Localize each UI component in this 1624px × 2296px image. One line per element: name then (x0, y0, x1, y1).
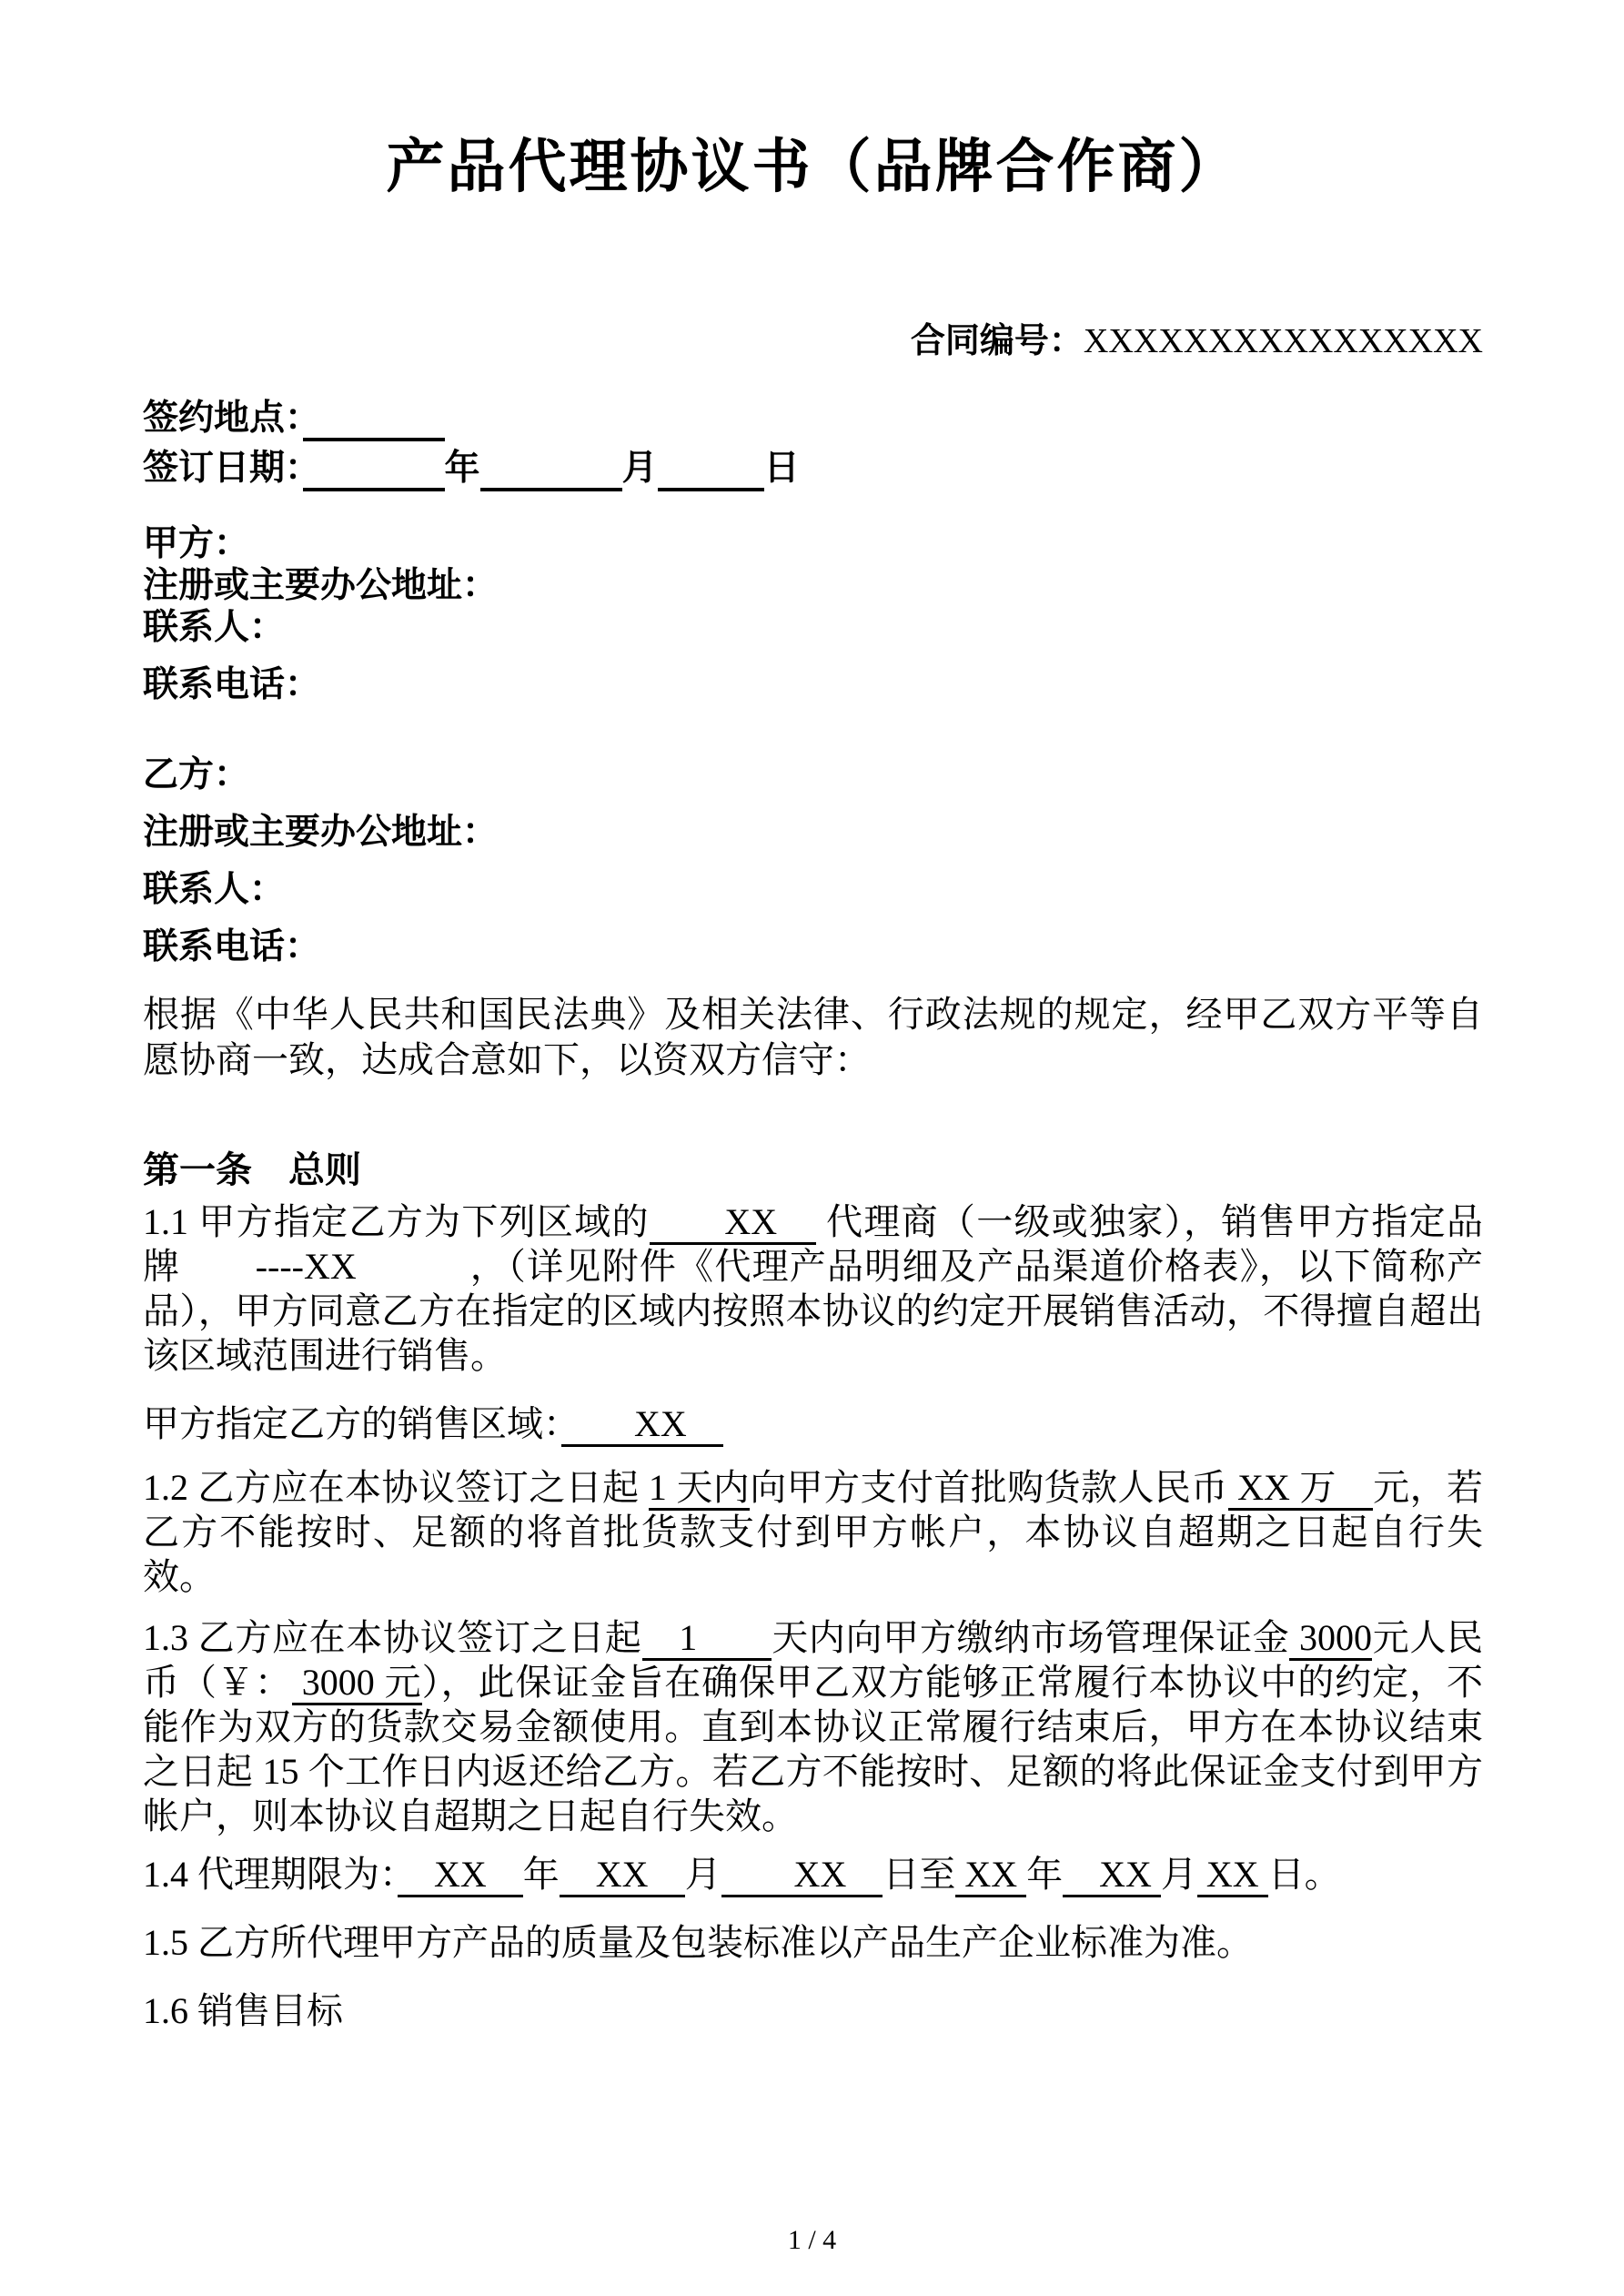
text-segment: 向甲方支付首批购货款人民币 (750, 1467, 1228, 1508)
fill-in-blank: XX (398, 1854, 523, 1897)
fill-in-blank: XX (1197, 1854, 1268, 1897)
fill-in-blank: XX (1063, 1854, 1161, 1897)
page-number: 1 / 4 (787, 2225, 837, 2255)
party-b-phone-label: 联系电话： (143, 927, 321, 966)
text-segment: 日。 (1267, 1854, 1341, 1895)
text-segment: 月 (684, 1854, 721, 1895)
fill-in-blank: XX (561, 1403, 723, 1447)
signing-date-line (143, 443, 1483, 493)
signing-info-block (143, 393, 1483, 493)
party-a-address-label: 注册或主要办公地址： (143, 566, 499, 605)
clause-1-5: 1.5 乙方所代理甲方产品的质量及包装标准以产品生产企业标准为准。 (143, 1922, 1253, 1963)
clause-1-1 (143, 1199, 1483, 1378)
text-segment: 年 (444, 449, 480, 488)
text-segment: 日至 (883, 1854, 956, 1895)
fill-in-blank (480, 449, 622, 491)
party-b-contact-label: 联系人： (143, 870, 286, 909)
text-segment: 天内向甲方缴纳市场管理保证金 (772, 1617, 1290, 1658)
text-segment: 1.2 乙方应在本协议签订之日起 (143, 1467, 649, 1508)
clause-1-3 (143, 1615, 1483, 1838)
clause-1-4 (143, 1852, 1483, 1896)
text-segment: 1.3 乙方应在本协议签订之日起 (143, 1617, 642, 1658)
signing-place-line (143, 393, 1483, 443)
fill-in-blank: XX (560, 1854, 685, 1897)
text-segment: 年 (1026, 1854, 1064, 1895)
contract-number-label: 合同编号： (910, 322, 1084, 360)
fill-in-blank: XX 万 (1228, 1467, 1373, 1511)
fill-in-blank: XX (955, 1854, 1026, 1897)
text-segment: 年 (522, 1854, 560, 1895)
fill-in-blank: 1 (642, 1617, 772, 1661)
text-segment: 甲方指定乙方的销售区域： (143, 1403, 561, 1444)
fill-in-blank: 1 天内 (649, 1467, 750, 1511)
text-segment: 元人民币（￥： (143, 1617, 1484, 1703)
fill-in-blank (658, 449, 764, 491)
text-segment: 月 (1160, 1854, 1197, 1895)
party-b-block (143, 746, 1483, 976)
text-segment: 月 (621, 449, 658, 488)
text-segment: 日 (763, 449, 800, 488)
text-segment: 元，若乙方不能按时、足额的将首批货款支付到甲方帐户，本协议自超期之日起自行失效。 (143, 1467, 1484, 1597)
party-a-contact-label: 联系人： (143, 608, 286, 647)
fill-in-blank: 3000 元 (292, 1662, 422, 1705)
sales-region-line (143, 1401, 1483, 1446)
text-segment: 1.1 甲方指定乙方为下列区域的 (143, 1201, 650, 1242)
fill-in-blank: XX (650, 1201, 816, 1245)
preamble-paragraph: 根据《中华人民共和国民法典》及相关法律、行政法规的规定，经甲乙双方平等自愿协商一致，达成合意如下，以资双方信守： (143, 994, 1483, 1080)
document-title: 产品代理协议书（品牌合作商） (386, 135, 1240, 199)
article-1-heading: 第一条 总则 (143, 1149, 361, 1190)
text-segment: ），此保证金旨在确保甲乙双方能够正常履行本协议中的约定，不能作为双方的货款交易金额使用。直到本协议正常履行结束后，甲方在本协议结束之日起 15 个工作日内返还给乙方。若乙方不能按时、足额的将此保证金支付到甲方帐户，则本协议自超期之日起自行失效。 (143, 1662, 1484, 1836)
fill-in-blank (303, 399, 445, 441)
text-segment: 签约地点： (143, 399, 303, 438)
party-a-block (143, 523, 1483, 706)
text-segment: 签订日期： (143, 449, 303, 488)
fill-in-blank: XX (721, 1854, 883, 1897)
text-segment: 代理商（一级或独家），销售甲方指定品牌 (143, 1201, 1484, 1287)
text-segment: ----XX (180, 1246, 470, 1287)
party-b-address-label: 注册或主要办公地址： (143, 813, 499, 852)
contract-number-line (143, 319, 1483, 363)
party-b-name-label: 乙方： (143, 755, 250, 794)
fill-in-blank (303, 449, 445, 491)
clause-1-2 (143, 1465, 1483, 1599)
party-a-name-label: 甲方： (143, 524, 250, 563)
text-segment: ，（详见附件《代理产品明细及产品渠道价格表》，以下简称产品），甲方同意乙方在指定的区域内按照本协议的约定开展销售活动，不得擅自超出该区域范围进行销售。 (143, 1246, 1484, 1376)
text-segment: 1.4 代理期限为： (143, 1854, 398, 1895)
party-a-phone-label: 联系电话： (143, 665, 321, 704)
clause-1-6: 1.6 销售目标 (143, 1990, 343, 2031)
fill-in-blank: 3000 (1289, 1617, 1372, 1661)
contract-number-value: XXXXXXXXXXXXXXXX (1083, 322, 1483, 360)
